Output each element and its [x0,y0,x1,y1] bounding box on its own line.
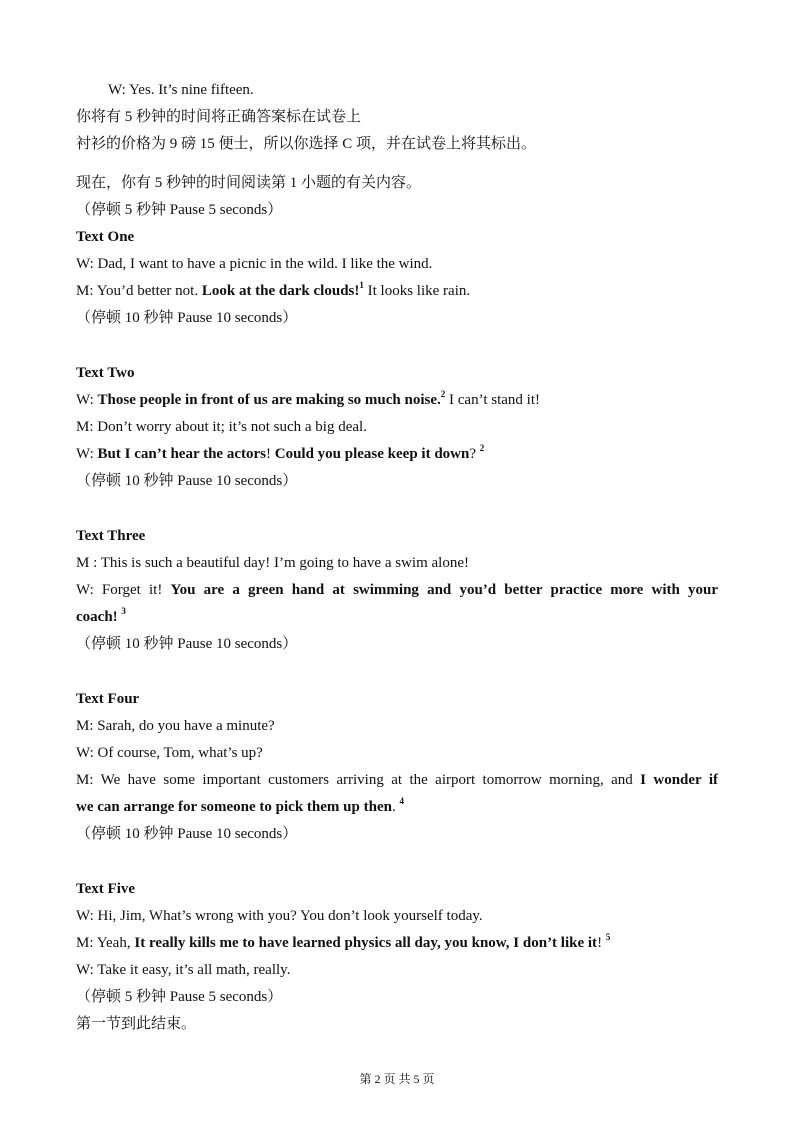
footnote-marker: 4 [399,796,404,806]
pause-note: （停顿 5 秒钟 Pause 5 seconds） [76,989,283,1005]
key-phrase: But I can’t hear the actors [97,446,266,462]
dialogue-text: ? [469,446,480,462]
dialogue-text: . [391,799,400,815]
pause-note: （停顿 10 秒钟 Pause 10 seconds） [76,310,298,326]
intro-instruction-line: 你将有 5 秒钟的时间将正确答案标在试卷上 [76,109,362,125]
footnote-marker: 2 [440,389,446,399]
dialogue-line: M: Don’t worry about it; it’s not such a big deal. [76,419,367,435]
section-title-text-two: Text Two [76,365,135,381]
section-title-text-one: Text One [76,229,135,245]
pause-note: （停顿 10 秒钟 Pause 10 seconds） [76,826,298,842]
dialogue-text: M: Yeah, [76,935,135,951]
dialogue-line: W: Of course, Tom, what’s up? [76,745,263,761]
dialogue-line [76,770,718,790]
page-number-footer: 第 2 页 共 5 页 [359,1072,435,1086]
dialogue-line [76,580,718,600]
intro-explanation-line: 衬衫的价格为 9 磅 15 便士，所以你选择 C 项，并在试卷上将其标出。 [76,136,537,152]
dialogue-text: W: Forget it! [76,582,171,598]
footnote-marker: 2 [479,443,485,453]
dialogue-text: M: We have some important customers arriving at the airport tomorrow morning, and [76,772,641,788]
footnote-marker: 5 [605,932,611,942]
key-phrase: Could you please keep it down [274,446,470,462]
dialogue-line [76,281,718,301]
key-phrase: Look at the dark clouds! [201,283,360,299]
dialogue-text: ! [265,446,275,462]
dialogue-line-continued [76,797,718,817]
dialogue-text: W: [76,392,98,408]
dialogue-text: M: You’d better not. [76,283,202,299]
dialogue-line: W: Dad, I want to have a picnic in the wild. I like the wind. [76,256,433,272]
dialogue-line: W: Hi, Jim, What’s wrong with you? You don’t look yourself today. [76,908,483,924]
section-title-text-three: Text Three [76,528,146,544]
dialogue-line: M: Sarah, do you have a minute? [76,718,275,734]
dialogue-text: It looks like rain. [363,283,471,299]
dialogue-line-continued [76,607,718,627]
dialogue-line: W: Take it easy, it’s all math, really. [76,962,291,978]
section-title-text-four: Text Four [76,691,140,707]
key-phrase: coach! [76,609,118,625]
dialogue-line: M : This is such a beautiful day! I’m going to have a swim alone! [76,555,469,571]
dialogue-line [76,933,718,953]
reading-instruction-line: 现在，你有 5 秒钟的时间阅读第 1 小题的有关内容。 [76,175,422,191]
dialogue-text: W: [76,446,98,462]
pause-note: （停顿 10 秒钟 Pause 10 seconds） [76,473,298,489]
section-title-text-five: Text Five [76,881,136,897]
section-closing-line: 第一节到此结束。 [76,1016,197,1032]
key-phrase: It really kills me to have learned physics all day, you know, I don’t like it [134,935,598,951]
dialogue-text: I can’t stand it! [445,392,540,408]
intro-dialogue-line: W: Yes. It’s nine fifteen. [108,82,254,98]
dialogue-text: ! [597,935,606,951]
pause-note: （停顿 10 秒钟 Pause 10 seconds） [76,636,298,652]
footnote-marker: 1 [359,280,364,290]
key-phrase: You are a green hand at swimming and you’d better practice more with your [170,582,718,598]
key-phrase: we can arrange for someone to pick them up then [76,799,392,815]
key-phrase: Those people in front of us are making so much noise. [97,392,441,408]
pause-note: （停顿 5 秒钟 Pause 5 seconds） [76,202,283,218]
footnote-marker: 3 [121,606,126,616]
dialogue-line [76,390,718,410]
dialogue-line [76,444,718,464]
key-phrase: I wonder if [640,772,718,788]
